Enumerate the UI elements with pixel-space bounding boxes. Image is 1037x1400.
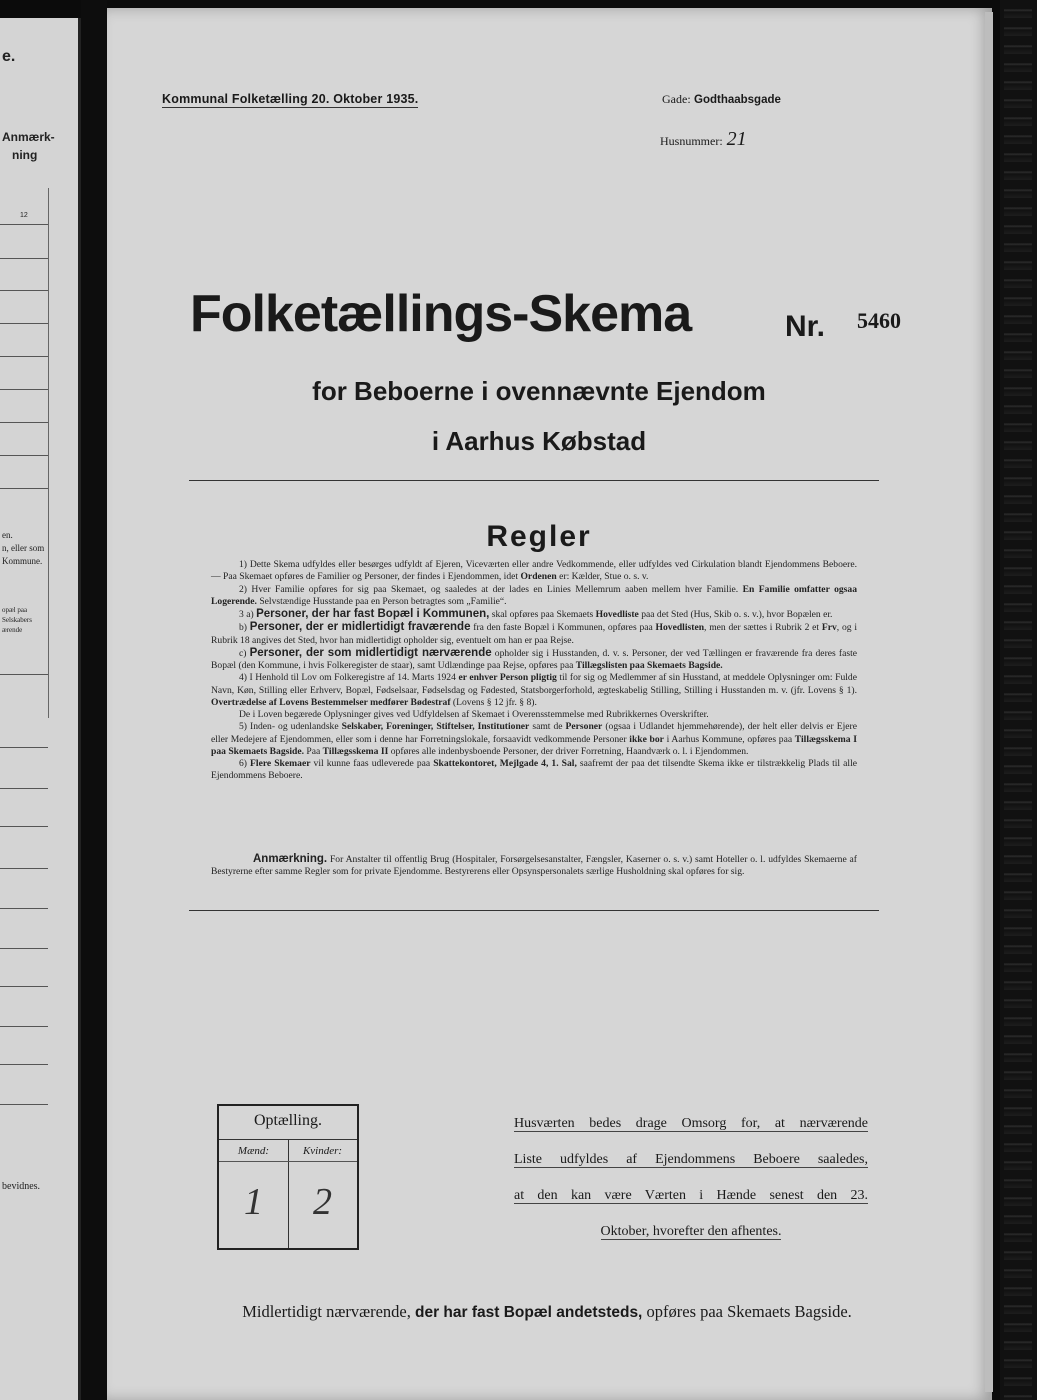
- landlord-notice-line: Husværten bedes drage Omsorg for, at nærværende: [514, 1116, 868, 1131]
- form-subtitle-2: i Aarhus Købstad: [431, 426, 647, 456]
- rule-paragraph-3a: 3 a) Personer, der har fast Bopæl i Kommunen, skal opføres paa Skemaets Hovedliste paa det Sted (Hus, Skib o. s. v.), hvor Bopælen er.: [239, 608, 833, 620]
- form-number-label: Nr.: [785, 310, 826, 343]
- left-note-line: opæl paa: [2, 606, 28, 614]
- count-box-title: Optælling.: [253, 1112, 322, 1129]
- left-rule: [0, 455, 48, 456]
- left-note-line: Selskabers: [2, 616, 32, 624]
- rule-paragraph-2: 2) Hver Familie opføres for sig paa Skemaet, og saaledes at der lades en Linies Mellemrum aaben mellem hver Familie. En Familie omfatter ogsaa Logerende. Selvstændige Husstande paa en Person betragtes som „Familie“.: [211, 583, 857, 607]
- count-women-header: Kvinder:: [302, 1145, 343, 1157]
- left-rule: [0, 788, 48, 789]
- left-rule: [0, 356, 48, 357]
- left-top-fragment: e.: [2, 48, 16, 65]
- left-page-fragment: [0, 18, 81, 1400]
- rule-paragraph-5: 5) Inden- og udenlandske Selskaber, Foreninger, Stiftelser, Institutioner samt de Personer (ogsaa i Udlandet hjemmehørende), der helt eller delvis er Ejere eller Medejere af Ejendommen, eller som i denne har Forretningslokale, forsaavidt vedkommende Personer ikke bor i Aarhus Kommune, opføres paa Tillægsskema I paa Skemaets Bagside. Paa Tillægsskema II opføres alle indenbysboende Personer, der driver Forretning, Haandværk o. l. i Ejendommen.: [211, 721, 857, 757]
- rule-paragraph-1: 1) Dette Skema udfyldes eller besørges udfyldt af Ejeren, Viceværten eller andre Vedkommende, eller udfyldes ved Cirkulation blandt Ejendommens Beboere. — Paa Skemaet opføres de Familier og Personer, der findes i Ejendommen, idet Ordenen er: Kælder, Stue o. s. v.: [211, 559, 857, 583]
- left-rule: [0, 674, 48, 675]
- left-rule: [0, 868, 48, 869]
- left-note-line: n, eller som: [2, 543, 45, 553]
- left-bottom-fragment: bevidnes.: [2, 1181, 41, 1192]
- divider-rule: [189, 480, 879, 481]
- landlord-notice-line: at den kan være Værten i Hænde senest den 23.: [514, 1188, 868, 1203]
- left-note-line: ærende: [2, 626, 23, 634]
- form-title: Folketællings-Skema: [190, 285, 692, 343]
- bottom-instruction: Midlertidigt nærværende, der har fast Bopæl andetsteds, opføres paa Skemaets Bagside.: [242, 1302, 852, 1321]
- left-column-header-2: ning: [12, 148, 38, 162]
- left-note-line: en.: [2, 530, 13, 540]
- rules-text: [211, 559, 857, 783]
- rule-paragraph-4-cont: De i Loven begærede Oplysninger gives ved Udfyldelsen af Skemaet i Overensstemmelse med Rubrikkernes Overskrifter.: [239, 709, 709, 720]
- landlord-notice: [514, 1106, 868, 1250]
- form-number-value: 5460: [857, 308, 901, 333]
- rule-paragraph-6: 6) Flere Skemaer vil kunne faas udleverede paa Skattekontoret, Mejlgade 4, 1. Sal, saafremt der paa det tilsendte Skema ikke er tilstrækkelig Plads til alle Ejendommens Beboere.: [211, 758, 857, 782]
- note-paragraph: [211, 853, 857, 879]
- count-women-value: 2: [313, 1181, 332, 1223]
- landlord-notice-line: Liste udfyldes af Ejendommens Beboere saaledes,: [514, 1152, 868, 1167]
- count-men-header: Mænd:: [237, 1145, 270, 1157]
- left-rule: [0, 948, 48, 949]
- left-rule: [0, 1064, 48, 1065]
- house-number-field: [660, 128, 747, 151]
- count-box: [217, 1104, 359, 1250]
- note-text: For Anstalter til offentlig Brug (Hospitaler, Forsørgelsesanstalter, Fængsler, Kaserner o. s. v.) samt Hoteller o. l. udfyldes Skemaerne af Bestyrerne efter samme Regler som for private Ejendomme. Bestyrerens eller Opsynspersonalets særlige Husholdning skal opføres for sig.: [211, 854, 857, 878]
- left-rule: [0, 826, 48, 827]
- census-form-page: [107, 8, 992, 1400]
- rule-paragraph-3c: c) Personer, der som midlertidigt nærværende opholder sig i Husstanden, d. v. s. Personer, der ved Tællingen er fraværende fra deres faste Bopæl (den Kommune, i hvis Folkeregister de staar), samt Udlændinge paa Rejse, opføres paa Tillægslisten paa Skemaets Bagside.: [211, 646, 858, 671]
- left-note-line: Kommune.: [2, 556, 43, 566]
- left-rule: [0, 290, 48, 291]
- binding-edge: [1000, 0, 1037, 1400]
- left-rule: [0, 1104, 48, 1105]
- street-label: Gade:: [662, 92, 691, 106]
- house-number-value: 21: [726, 128, 747, 150]
- left-rule: [0, 986, 48, 987]
- left-rule: [0, 908, 48, 909]
- note-label: Anmærkning.: [253, 853, 328, 865]
- count-men-value: 1: [244, 1181, 263, 1223]
- left-rule: [0, 389, 48, 390]
- form-subtitle-1: for Beboerne i ovennævnte Ejendom: [312, 376, 766, 406]
- divider-rule: [189, 910, 879, 911]
- census-heading: Kommunal Folketælling 20. Oktober 1935.: [162, 92, 419, 106]
- left-column-header-1: Anmærk-: [2, 130, 55, 144]
- rule-paragraph-4: 4) I Henhold til Lov om Folkeregistre af 14. Marts 1924 er enhver Person pligtig til for sig og Medlemmer af sin Husstand, at meddele Oplysninger om: Fulde Navn, Køn, Stilling eller Erhverv, Bopæl, Fødselsaar, Fødselsdag og Fødested, Statsborgerforhold, ægteskabelig Stilling, Stilling i Husstanden m. v. (jfr. Lovens § 1). Overtrædelse af Lovens Bestemmelser medfører Bødestraf (Lovens § 12 jfr. § 8).: [211, 672, 857, 708]
- book-spine: [81, 0, 107, 1400]
- landlord-notice-line: Oktober, hvorefter den afhentes.: [600, 1224, 782, 1239]
- left-rule: [0, 422, 48, 423]
- street-field: [662, 92, 781, 107]
- left-rule: [0, 323, 48, 324]
- left-column-line: [48, 188, 49, 718]
- rules-heading: Regler: [486, 520, 592, 553]
- left-rule: [0, 1026, 48, 1027]
- left-rule: [0, 224, 48, 225]
- rule-paragraph-3b: b) Personer, der er midlertidigt fraværende fra den faste Bopæl i Kommunen, opføres paa Hovedlisten, men der sættes i Rubrik 2 et Frv, og i Rubrik 18 angives det Sted, hvor han midlertidigt opholder sig, eventuelt om han er paa Rejse.: [211, 621, 857, 646]
- left-column-number: 12: [20, 212, 28, 219]
- left-rule: [0, 488, 48, 489]
- left-rule: [0, 747, 48, 748]
- left-rule: [0, 258, 48, 259]
- street-value: Godthaabsgade: [694, 94, 781, 106]
- house-number-label: Husnummer:: [660, 134, 723, 148]
- page-edge: [985, 12, 993, 1392]
